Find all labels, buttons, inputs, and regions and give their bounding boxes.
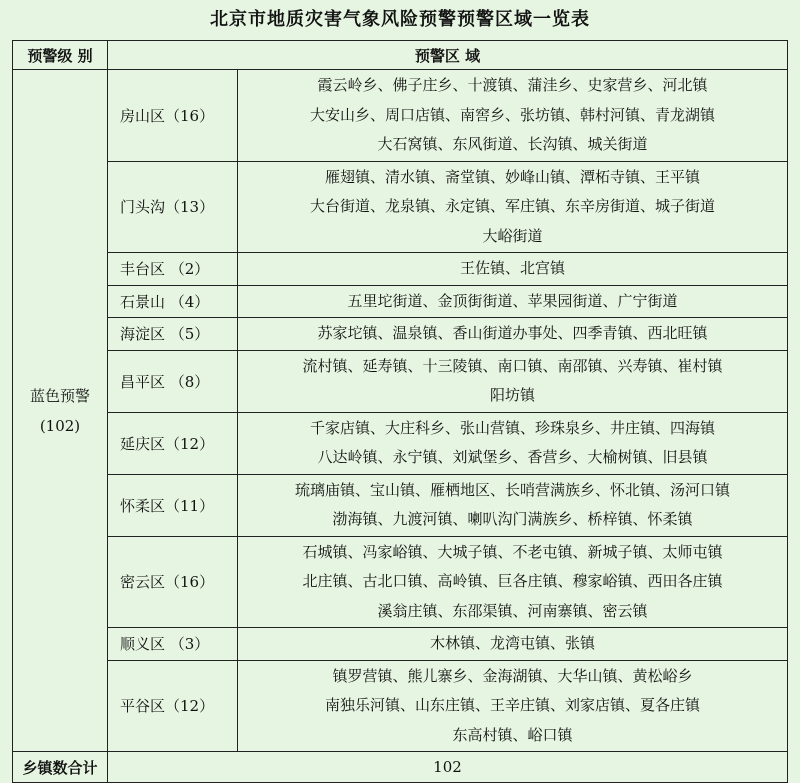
table-row [13,70,788,162]
district-name: 顺义区 （3） [108,628,238,661]
table-row [13,285,788,318]
district-areas [238,161,788,253]
district-name: 平谷区（12） [108,660,238,752]
header-area: 预警区 域 [108,41,788,70]
warning-level-count: (102) [39,416,81,435]
area-line: 大台街道、龙泉镇、永定镇、军庄镇、东辛房街道、城子街道 [309,197,715,215]
district-areas [238,70,788,162]
district-areas [238,350,788,412]
district-areas [238,285,788,318]
table-row [13,660,788,752]
area-line: 渤海镇、九渡河镇、喇叭沟门满族乡、桥梓镇、怀柔镇 [332,510,693,528]
table-row [13,350,788,412]
footer-label: 乡镇数合计 [13,752,108,783]
table-row [13,412,788,474]
table-row [13,253,788,286]
area-line: 东高村镇、峪口镇 [452,725,573,744]
district-name: 怀柔区（11） [108,474,238,536]
district-name: 房山区（16） [108,70,238,162]
table-row [13,318,788,351]
district-name: 丰台区 （2） [108,253,238,286]
area-line: 八达岭镇、永宁镇、刘斌堡乡、香营乡、大榆树镇、旧县镇 [317,448,708,466]
district-name: 石景山 （4） [108,285,238,318]
district-areas [238,628,788,661]
district-areas [238,253,788,286]
area-line: 大峪街道 [482,226,543,245]
area-line: 大石窝镇、东风街道、长沟镇、城关街道 [377,135,648,153]
table-body [13,70,788,752]
area-line: 琉璃庙镇、宝山镇、雁栖地区、长哨营满族乡、怀北镇、汤河口镇 [294,480,730,499]
warning-level-cell [13,70,108,752]
district-areas [238,318,788,351]
area-line: 木林镇、龙湾屯镇、张镇 [429,634,595,652]
area-line: 王佐镇、北宫镇 [459,259,565,277]
warning-table [12,40,788,783]
district-name: 延庆区（12） [108,412,238,474]
header-level: 预警级 别 [13,41,108,70]
table-row [13,474,788,536]
area-line: 流村镇、延寿镇、十三陵镇、南口镇、南邵镇、兴寿镇、崔村镇 [302,356,723,375]
area-line: 霞云岭乡、佛子庄乡、十渡镇、蒲洼乡、史家营乡、河北镇 [317,76,708,94]
area-line: 苏家坨镇、温泉镇、香山街道办事处、四季青镇、西北旺镇 [317,324,708,342]
district-areas [238,660,788,752]
district-areas [238,474,788,536]
district-name: 昌平区 （8） [108,350,238,412]
table-row [13,628,788,661]
warning-level-name: 蓝色预警 [29,386,90,405]
table-row [13,536,788,628]
district-areas [238,412,788,474]
page-title: 北京市地质灾害气象风险预警预警区域一览表 [210,9,590,30]
area-line: 雁翅镇、清水镇、斋堂镇、妙峰山镇、潭柘寺镇、王平镇 [324,167,700,186]
area-line: 阳坊镇 [489,386,535,404]
district-name: 海淀区 （5） [108,318,238,351]
district-areas [238,536,788,628]
district-name: 密云区（16） [108,536,238,628]
district-name: 门头沟（13） [108,161,238,253]
footer-total: 102 [108,752,788,783]
area-line: 大安山乡、周口店镇、南窖乡、张坊镇、韩村河镇、青龙湖镇 [309,105,715,124]
area-line: 五里坨街道、金顶街街道、苹果园街道、广宁街道 [347,291,678,310]
table-row [13,161,788,253]
header-row [13,41,788,70]
area-line: 南独乐河镇、山东庄镇、王辛庄镇、刘家店镇、夏各庄镇 [324,696,700,714]
area-line: 千家店镇、大庄科乡、张山营镇、珍珠泉乡、井庄镇、四海镇 [309,418,715,437]
area-line: 北庄镇、古北口镇、高岭镇、巨各庄镇、穆家峪镇、西田各庄镇 [302,572,723,590]
area-line: 石城镇、冯家峪镇、大城子镇、不老屯镇、新城子镇、太师屯镇 [302,542,723,561]
area-line: 镇罗营镇、熊儿寨乡、金海湖镇、大华山镇、黄松峪乡 [332,666,693,685]
footer-row [13,752,788,783]
area-line: 溪翁庄镇、东邵渠镇、河南寨镇、密云镇 [377,601,648,620]
